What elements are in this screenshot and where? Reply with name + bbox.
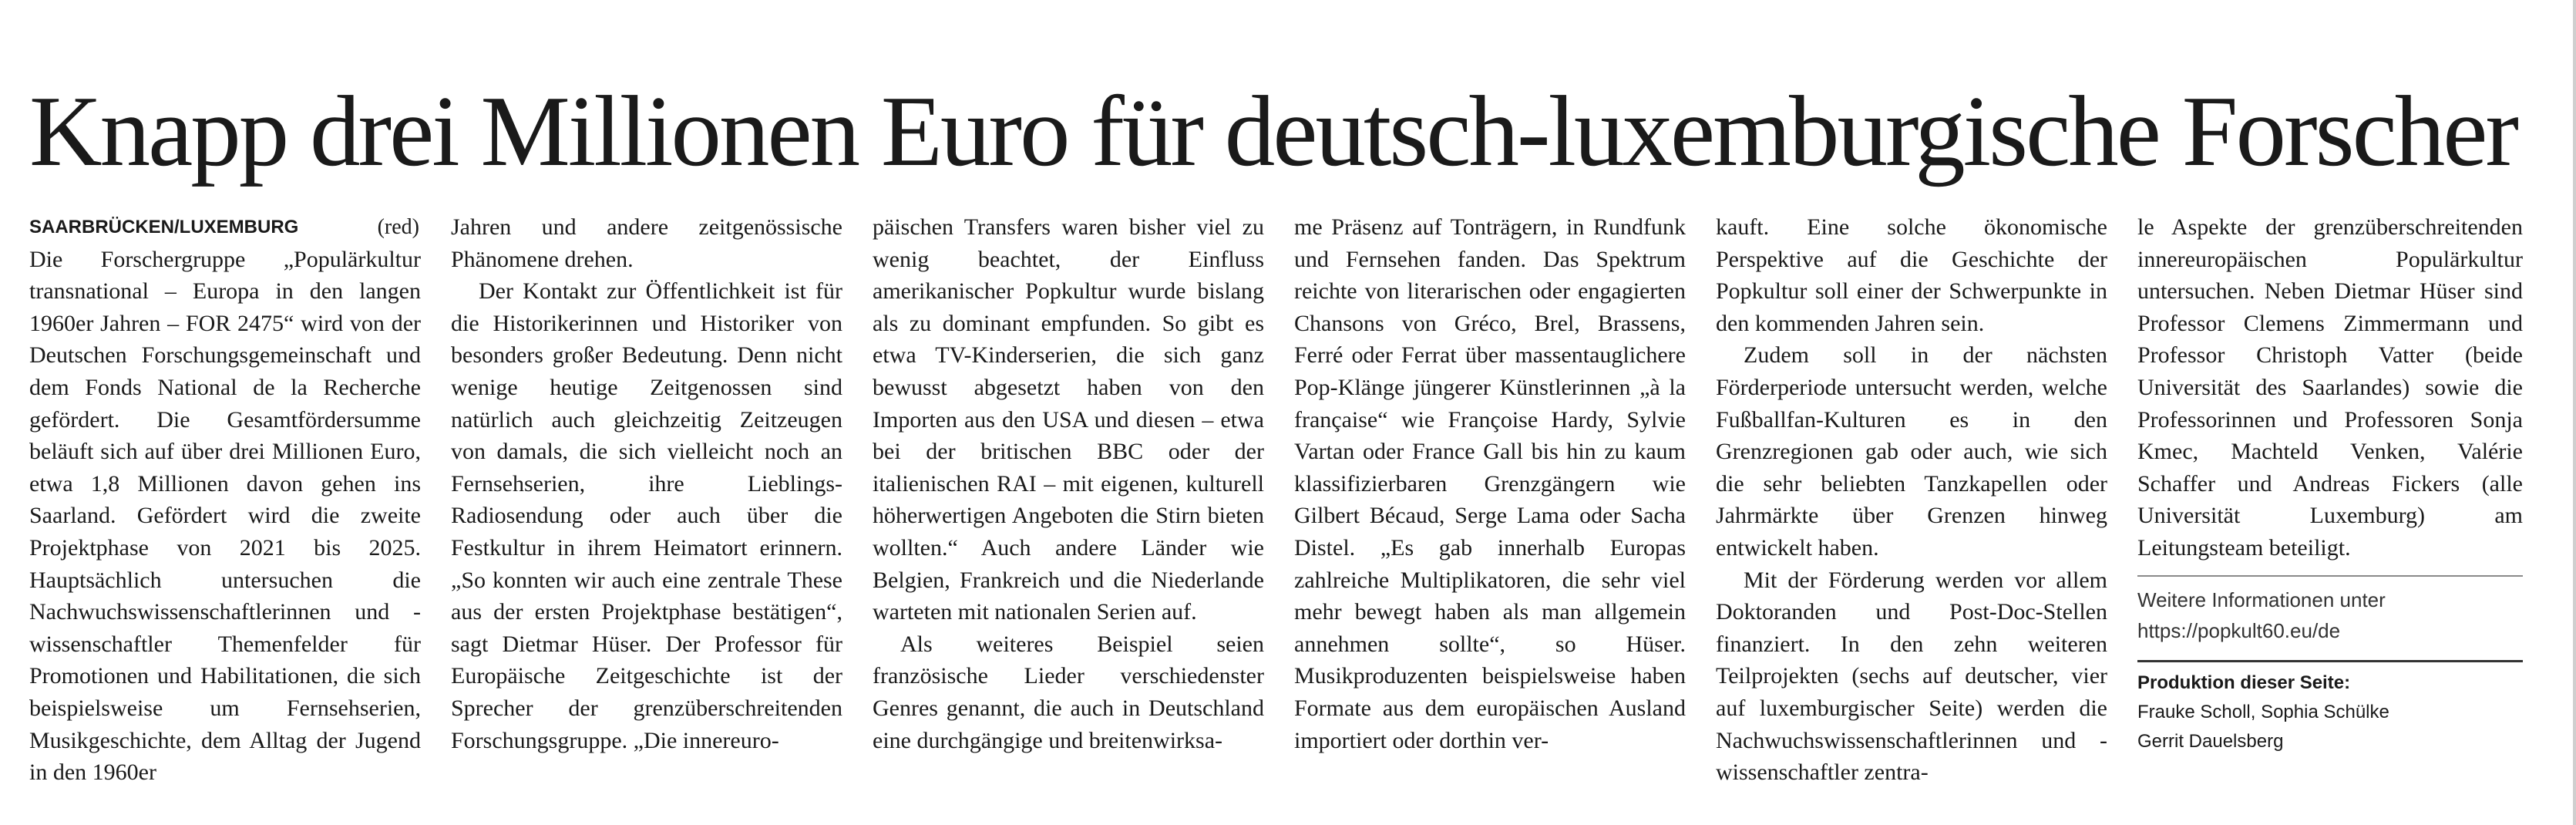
page-edge [2573,0,2576,825]
paragraph: Die Forschergruppe „Populärkultur transnational – Europa in den langen 1960er Jahren – FOR 2475“ wird von der Deutschen Forschungsgemeinschaft und dem Fonds National de la Recherche gefördert. Die Gesamtfördersumme beläuft sich auf über drei Millionen Euro, etwa 1,8 Millionen davon gehen ins Saarland. Gefördert wird die zweite Projektphase von 2021 bis 2025. Hauptsächlich untersuchen die Nachwuchswissenschaftlerinnen und -wissenschaftler Themenfelder für Promotionen und Habilitationen, die sich beispielsweise um Fernsehserien, Musikgeschichte, dem Alltag der Jugend in den 1960er [29,246,421,786]
dateline-place: SAARBRÜCKEN/LUXEMBURG [29,217,299,237]
divider [2137,660,2523,662]
production-names-line: Gerrit Dauelsberg [2137,730,2284,752]
paragraph: Jahren und andere zeitgenössische Phänomene drehen. [451,214,842,272]
paragraph: me Präsenz auf Tonträgern, in Rundfunk und Fernsehen fanden. Das Spektrum reichte von literarischen oder engagierten Chansons von Gréco, Brel, Brassens, Ferré oder Ferrat über massentauglichere Pop-Klänge jüngerer Künstlerinnen „à la française“ wie Françoise Hardy, Sylvie Vartan oder France Gall bis hin zu kaum klassifizierbaren Grenzgängern wie Gilbert Bécaud, Serge Lama oder Sacha Distel. „Es gab innerhalb Europas zahlreiche Multiplikatoren, die sehr viel mehr bewegt haben als man allgemein annehmen sollte“, so Hüser. Musikproduzenten beispielsweise haben Formate aus dem europäischen Ausland importiert oder dorthin ver- [1294,214,1686,753]
divider [2137,575,2523,577]
dateline [29,211,421,244]
paragraph: Als weiteres Beispiel seien französische Lieder verschiedenster Genres genannt, die auch in Deutschland eine durchgängige und breitenwirksa- [873,631,1264,753]
article-column-6 [2137,211,2523,756]
paragraph: Zudem soll in der nächsten Förderperiode untersucht werden, welche Fußballfan-Kulturen es in den Grenzregionen gab oder auch, wie sich die sehr beliebten Tanzkapellen oder Jahrmärkte über Grenzen hinweg entwickelt haben. [1716,342,2107,561]
article-column-1 [29,211,421,789]
paragraph: Mit der Förderung werden vor allem Doktoranden und Post-Doc-Stellen finanziert. In den zehn weiteren Teilprojekten (sechs auf deutscher, vier auf luxemburgischer Seite) werden die Nachwuchswissenschaftlerinnen und -wissenschaftler zentra- [1716,567,2107,786]
production-names-line: Frauke Scholl, Sophia Schülke [2137,701,2389,722]
article-column-3 [873,211,1264,756]
info-note: Weitere Informationen unter https://popkult60.eu/de [2137,588,2386,642]
paragraph: Der Kontakt zur Öffentlichkeit ist für die Historikerinnen und Historiker von besonders großer Bedeutung. Denn nicht wenige heutige Zeitgenossen sind natürlich auch gleichzeitig Zeitzeugen von damals, die sich vielleicht noch an Fernsehserien, ihre Lieblings-Radiosendung oder auch über die Festkultur in ihrem Heimatort erinnern. „So konnten wir auch eine zentrale These aus der ersten Projektphase bestätigen“, sagt Dietmar Hüser. Der Professor für Europäische Zeitgeschichte ist der Sprecher der grenzüberschreitenden Forschungsgruppe. „Die innereuro- [451,278,842,753]
article-column-5 [1716,211,2107,789]
paragraph: le Aspekte der grenzüberschreitenden innereuropäischen Populärkultur untersuchen. Neben Dietmar Hüser sind Professor Clemens Zimmermann und Professor Christoph Vatter (beide Universität des Saarlandes) sowie die Professorinnen und Professoren Sonja Kmec, Machteld Venken, Valérie Schaffer und Andreas Fickers (alle Universität Luxemburg) am Leitungsteam beteiligt. [2137,214,2523,561]
article-column-2 [451,211,842,756]
paragraph: kauft. Eine solche ökonomische Perspektive auf die Geschichte der Popkultur soll einer der Schwerpunkte in den kommenden Jahren sein. [1716,214,2107,336]
dateline-source: (red) [377,215,419,239]
headline: Knapp drei Millionen Euro für deutsch-luxemburgische Forscher [29,76,2517,187]
production-title: Produktion dieser Seite: [2137,672,2351,693]
paragraph: päischen Transfers waren bisher viel zu wenig beachtet, der Einfluss amerikanischer Popkultur wurde bislang als zu dominant empfunden. So gibt es etwa TV-Kinderserien, die sich ganz bewusst abgesetzt haben von den Importen aus den USA und diesen – etwa bei der britischen BBC oder der italienischen RAI – mit eigenen, kulturell höherwertigen Angeboten die Stirn bieten wollten.“ Auch andere Länder wie Belgien, Frankreich und die Niederlande warteten mit nationalen Serien auf. [873,214,1264,625]
article-column-4 [1294,211,1686,756]
